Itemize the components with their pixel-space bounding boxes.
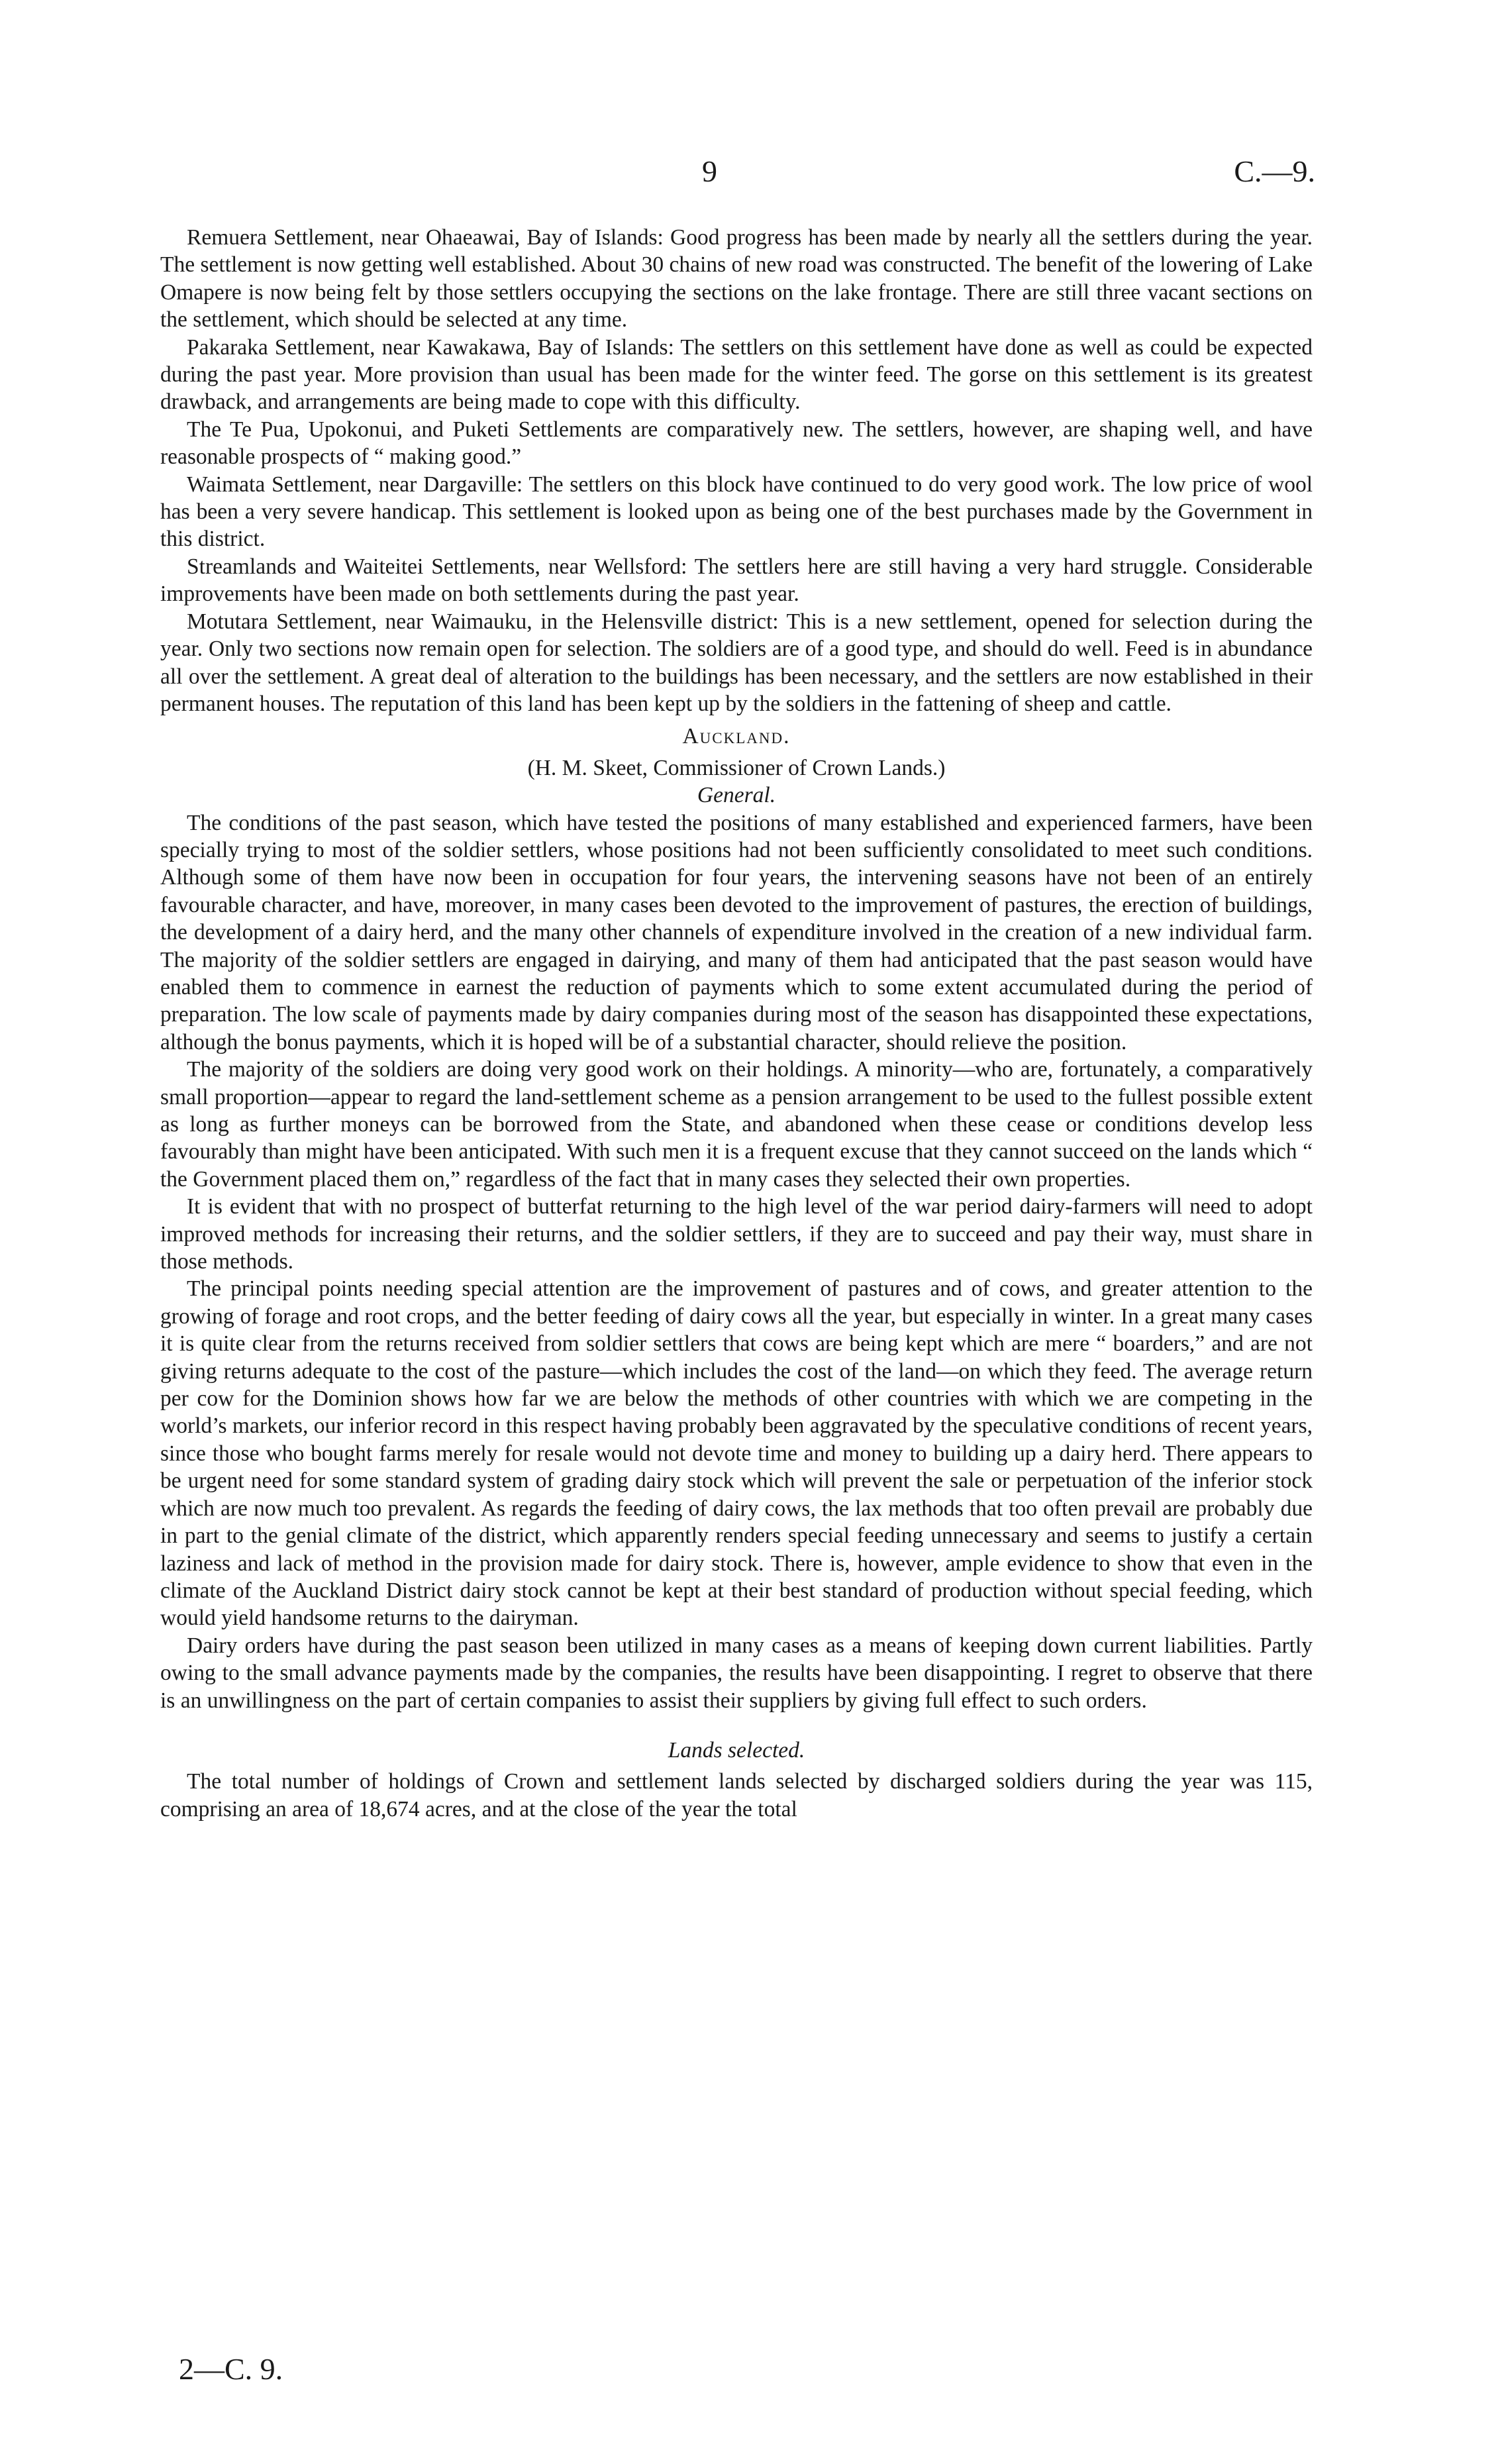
paragraph-lands-selected: The total number of holdings of Crown and settlement lands selected by discharged soldiers during the year was 115, comprising an area of 18,674 acres, and at the close of the year the total: [160, 1769, 1313, 1822]
paragraph-general-dairy-orders: Dairy orders have during the past season been utilized in many cases as a means of keeping down current liabilities. Partly owing to the small advance payments made by the companies, the results have been disappointing. I regret to observe that there is an unwillingness on the part of certain companies to assist their suppliers by giving full effect to such orders.: [160, 1633, 1313, 1713]
paragraph-motutara: Motutara Settlement, near Waimauku, in the Helensville district: This is a new settlement, opened for selection during the year. Only two sections now remain open for selection. The soldiers are of a good type, and should do well. Feed is in abundance all over the settlement. A great deal of alteration to the buildings has been necessary, and the settlers are now established in their permanent houses. The reputation of this land has been kept up by the soldiers in the fattening of sheep and cattle.: [160, 609, 1313, 716]
paragraph-general-conditions: The conditions of the past season, which have tested the positions of many established and experienced farmers, have been specially trying to most of the soldier settlers, whose positions had not been sufficiently consolidated to meet such conditions. Although some of them have now been in occupation for four years, the intervening seasons have not been of an entirely favourable character, and have, moreover, in many cases been devoted to the improvement of pastures, the erection of buildings, the development of a dairy herd, and the many other channels of expenditure involved in the creation of a new individual farm. The majority of the soldier settlers are engaged in dairying, and many of them had anticipated that the past season would have enabled them to commence in earnest the reduction of payments which to some extent accumulated during the period of preparation. The low scale of payments made by dairy companies during most of the season has disappointed these expectations, although the bonus payments, which it is hoped will be of a substantial character, should relieve the position.: [160, 810, 1313, 1054]
page-number: 9: [702, 154, 717, 188]
subheading-lands-selected: Lands selected.: [668, 1737, 805, 1763]
subheading-general: General.: [697, 783, 776, 808]
document-body: [160, 224, 1313, 1823]
paragraph-general-principal-points: The principal points needing special attention are the improvement of pastures and of cows, and greater attention to the growing of forage and root crops, and the better feeding of dairy cows all the year, but especially in winter. In a great many cases it is quite clear from the returns received from soldier settlers that cows are being kept which are mere “ boarders,” and are not giving returns adequate to the cost of the pasture—which includes the cost of the land—on which they feed. The average return per cow for the Dominion shows how far we are below the methods of other countries with which we are competing in the world’s markets, our inferior record in this respect having probably been aggravated by the speculative conditions of recent years, since those who bought farms merely for resale would not devote time and money to building up a dairy herd. There appears to be urgent need for some standard system of grading dairy stock which will prevent the sale or perpetuation of the inferior stock which are now much too prevalent. As regards the feeding of dairy cows, the lax methods that too often prevail are probably due in part to the genial climate of the district, which apparently renders special feeding unnecessary and seems to justify a certain laziness and lack of method in the provision made for dairy stock. There is, however, ample evidence to show that even in the climate of the Auckland District dairy stock cannot be kept at their best standard of production without special feeding, which would yield handsome returns to the dairyman.: [160, 1276, 1313, 1631]
paragraph-te-pua: The Te Pua, Upokonui, and Puketi Settlements are comparatively new. The settlers, however, are shaping well, and have reasonable prospects of “ making good.”: [160, 417, 1313, 470]
paragraph-general-butterfat: It is evident that with no prospect of butterfat returning to the high level of the war period dairy-farmers will need to adopt improved methods for increasing their returns, and the soldier settlers, if they are to succeed and pay their way, must share in those methods.: [160, 1194, 1313, 1274]
paragraph-general-majority: The majority of the soldiers are doing very good work on their holdings. A minority—who are, fortunately, a comparatively small proportion—appear to regard the land-settlement scheme as a pension arrangement to be used to the fullest possible extent as long as further moneys can be borrowed from the State, and abandoned when these cease or conditions develop less favourably than might have been anticipated. With such men it is a frequent excuse that they cannot succeed on the lands which “ the Government placed them on,” regardless of the fact that in many cases they selected their own properties.: [160, 1057, 1313, 1192]
paragraph-pakaraka: Pakaraka Settlement, near Kawakawa, Bay of Islands: The settlers on this settlement have done as well as could be expected during the past year. More provision than usual has been made for the winter feed. The gorse on this settlement is its greatest drawback, and arrangements are being made to cope with this difficulty.: [160, 334, 1313, 415]
paragraph-remuera: Remuera Settlement, near Ohaeawai, Bay of Islands: Good progress has been made by nearly all the settlers during the year. The settlement is now getting well established. About 30 chains of new road was constructed. The benefit of the lowering of Lake Omapere is now being felt by those settlers occupying the sections on the lake frontage. There are still three vacant sections on the settlement, which should be selected at any time.: [160, 225, 1313, 333]
paragraph-waimata: Waimata Settlement, near Dargaville: The settlers on this block have continued to do very good work. The low price of wool has been a very severe handicap. This settlement is looked upon as being one of the best purchases made by the Government in this district.: [160, 472, 1313, 552]
section-heading-auckland: Auckland.: [682, 724, 791, 749]
commissioner-line: (H. M. Skeet, Commissioner of Crown Lands.): [527, 755, 946, 780]
footer-signature: 2—C. 9.: [179, 2352, 283, 2386]
paragraph-streamlands: Streamlands and Waiteitei Settlements, near Wellsford: The settlers here are still having a very hard struggle. Considerable improvements have been made on both settlements during the past year.: [160, 554, 1313, 607]
document-reference: C.—9.: [1234, 154, 1315, 188]
